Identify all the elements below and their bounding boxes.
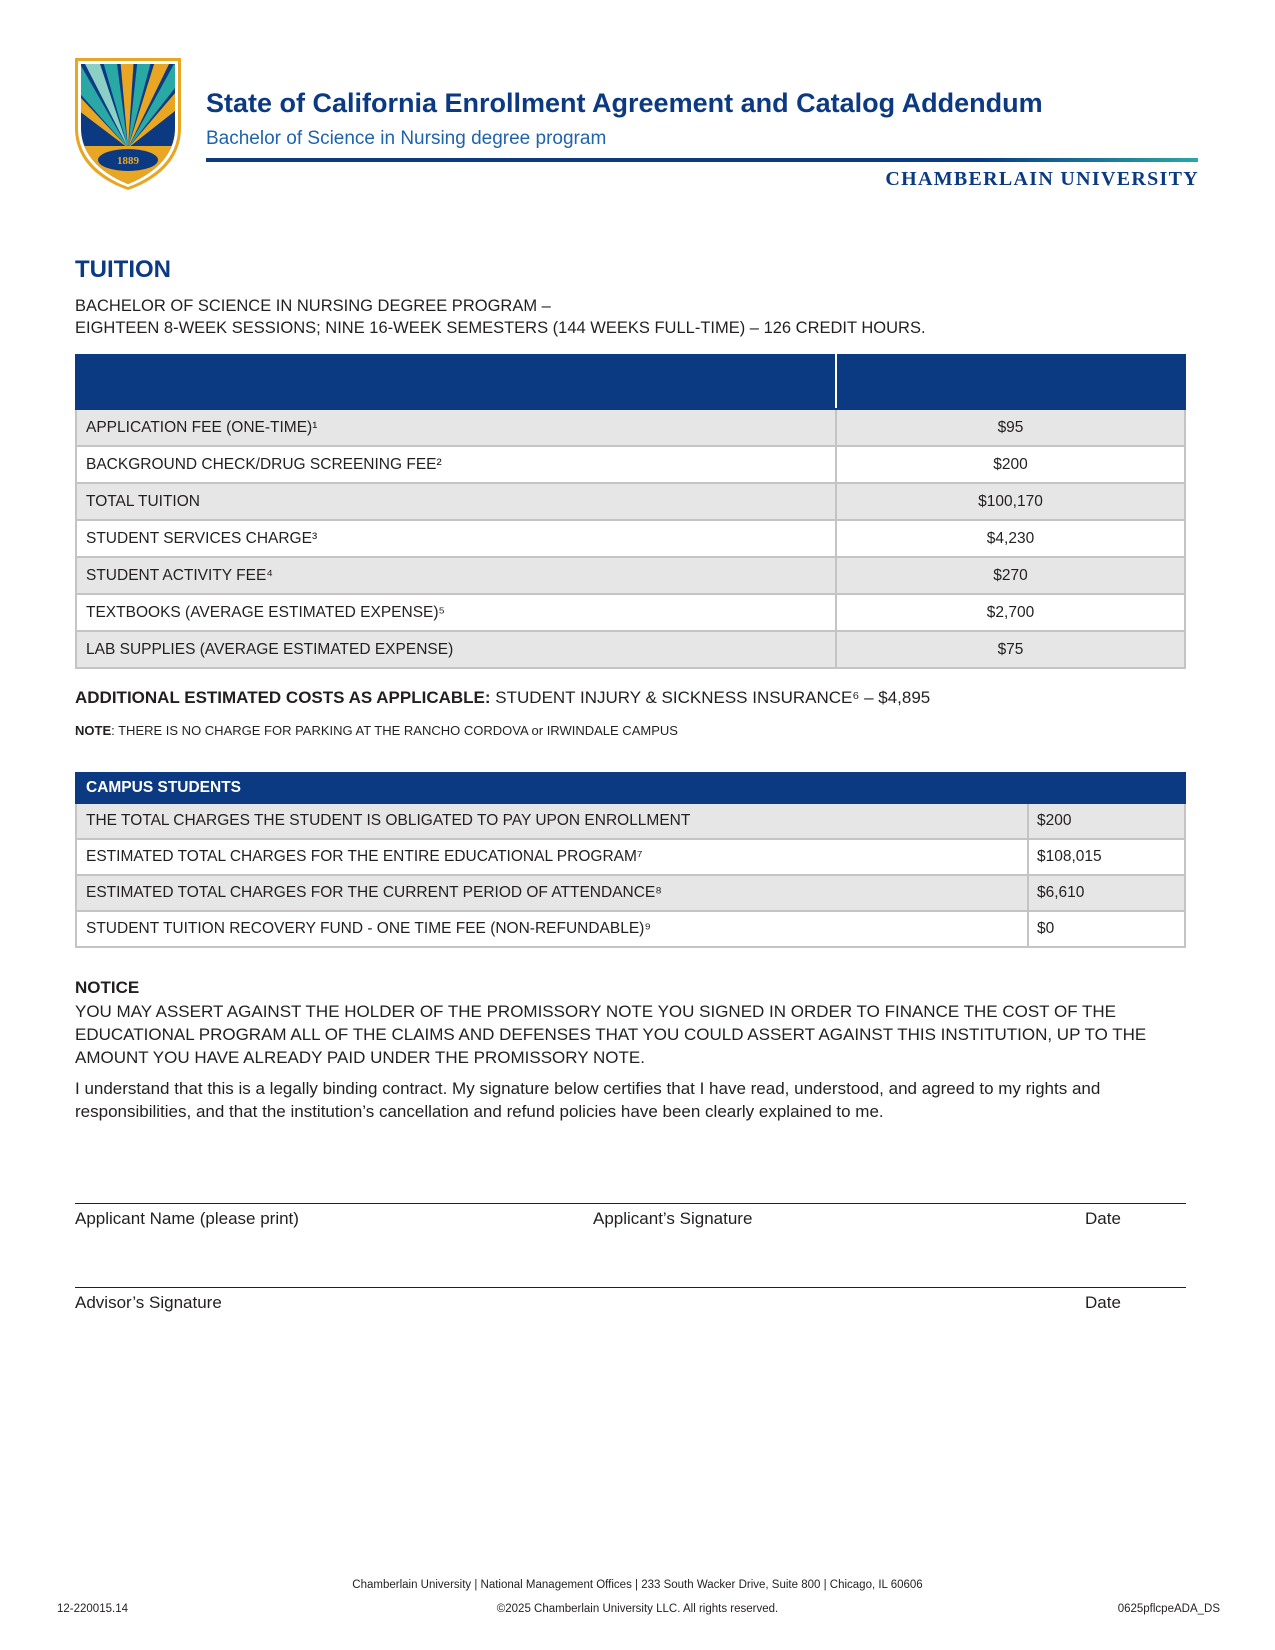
fee-amount: $95 [836, 409, 1185, 446]
applicant-signature-label: Applicant’s Signature [593, 1209, 753, 1228]
fees-header-cell-item [76, 355, 836, 409]
fee-label: LAB SUPPLIES (AVERAGE ESTIMATED EXPENSE) [76, 631, 836, 668]
crest-year: 1889 [117, 155, 139, 167]
applicant-date-label: Date [1085, 1209, 1121, 1228]
table-row [76, 875, 1185, 911]
applicant-signature-line[interactable] [75, 1203, 1186, 1204]
fee-label: APPLICATION FEE (ONE-TIME)¹ [76, 409, 836, 446]
fee-amount: $75 [836, 631, 1185, 668]
fee-amount: $270 [836, 557, 1185, 594]
advisor-date-label: Date [1085, 1293, 1121, 1312]
fee-amount: $100,170 [836, 483, 1185, 520]
advisor-signature-line[interactable] [75, 1287, 1186, 1288]
note-text: : THERE IS NO CHARGE FOR PARKING AT THE RANCHO CORDOVA or IRWINDALE CAMPUS [111, 723, 678, 738]
charge-label: THE TOTAL CHARGES THE STUDENT IS OBLIGATED TO PAY UPON ENROLLMENT [76, 803, 1028, 839]
program-line-1: BACHELOR OF SCIENCE IN NURSING DEGREE PROGRAM – [75, 297, 551, 315]
fee-amount: $200 [836, 446, 1185, 483]
advisor-signature-label: Advisor’s Signature [75, 1293, 222, 1312]
note-label: NOTE [75, 723, 112, 738]
charge-label: STUDENT TUITION RECOVERY FUND - ONE TIME FEE (NON-REFUNDABLE)⁹ [76, 911, 1028, 947]
campus-students-table [75, 772, 1186, 948]
header-divider [206, 158, 1198, 162]
additional-costs-text: STUDENT INJURY & SICKNESS INSURANCE⁶ – $4,895 [490, 688, 931, 707]
table-row [76, 409, 1185, 446]
fee-label: TEXTBOOKS (AVERAGE ESTIMATED EXPENSE)⁵ [76, 594, 836, 631]
tuition-heading: TUITION [75, 256, 171, 283]
table-row [76, 803, 1185, 839]
fee-label: STUDENT SERVICES CHARGE³ [76, 520, 836, 557]
applicant-name-label: Applicant Name (please print) [75, 1209, 299, 1228]
charge-label: ESTIMATED TOTAL CHARGES FOR THE CURRENT PERIOD OF ATTENDANCE⁸ [76, 875, 1028, 911]
university-wordmark: CHAMBERLAIN UNIVERSITY [885, 168, 1199, 190]
additional-costs [75, 688, 930, 708]
document-subtitle: Bachelor of Science in Nursing degree program [206, 128, 607, 149]
table-row [76, 594, 1185, 631]
table-row [76, 446, 1185, 483]
charge-amount: $200 [1028, 803, 1185, 839]
table-row [76, 483, 1185, 520]
fee-amount: $2,700 [836, 594, 1185, 631]
footer-address: Chamberlain University | National Management Offices | 233 South Wacker Drive, Suite 800 | Chicago, IL 60606 [352, 1579, 923, 1591]
table-row [76, 839, 1185, 875]
charge-label: ESTIMATED TOTAL CHARGES FOR THE ENTIRE EDUCATIONAL PROGRAM⁷ [76, 839, 1028, 875]
document-title: State of California Enrollment Agreement and Catalog Addendum [206, 88, 1043, 118]
fee-label: TOTAL TUITION [76, 483, 836, 520]
form-code-right: 0625pflcpeADA_DS [1117, 1603, 1220, 1615]
campus-students-heading: CAMPUS STUDENTS [76, 773, 1185, 803]
additional-costs-label: ADDITIONAL ESTIMATED COSTS AS APPLICABLE: [75, 688, 491, 707]
table-row [76, 557, 1185, 594]
fee-label: BACKGROUND CHECK/DRUG SCREENING FEE² [76, 446, 836, 483]
charge-amount: $6,610 [1028, 875, 1185, 911]
notice-body: YOU MAY ASSERT AGAINST THE HOLDER OF THE PROMISSORY NOTE YOU SIGNED IN ORDER TO FINANCE THE COST OF THE EDUCATIONAL PROGRAM ALL OF THE CLAIMS AND DEFENSES THAT YOU COULD ASSERT AGAINST THIS INSTITUTION, UP TO THE AMOUNT YOU HAVE ALREADY PAID UNDER THE PROMISSORY NOTE. [75, 1002, 1147, 1067]
agreement-statement: I understand that this is a legally binding contract. My signature below certifies that I have read, understood, and agreed to my rights and responsibilities, and that the institution’s cancellation and refund policies have been clearly explained to me. [75, 1079, 1101, 1121]
parking-note [75, 723, 678, 738]
table-row [76, 911, 1185, 947]
form-code-left: 12-220015.14 [57, 1603, 128, 1615]
program-line-2: EIGHTEEN 8-WEEK SESSIONS; NINE 16-WEEK SEMESTERS (144 WEEKS FULL-TIME) – 126 CREDIT HOURS. [75, 319, 926, 337]
chamberlain-crest-logo [73, 56, 183, 190]
footer-copyright: ©2025 Chamberlain University LLC. All rights reserved. [496, 1603, 779, 1615]
table-row [76, 631, 1185, 668]
charge-amount: $108,015 [1028, 839, 1185, 875]
fees-header-cell-amount [836, 355, 1185, 409]
fee-amount: $4,230 [836, 520, 1185, 557]
table-row [76, 520, 1185, 557]
notice-heading: NOTICE [75, 978, 140, 997]
fees-table [75, 354, 1186, 669]
fees-table-header [76, 355, 1185, 409]
charge-amount: $0 [1028, 911, 1185, 947]
fee-label: STUDENT ACTIVITY FEE⁴ [76, 557, 836, 594]
